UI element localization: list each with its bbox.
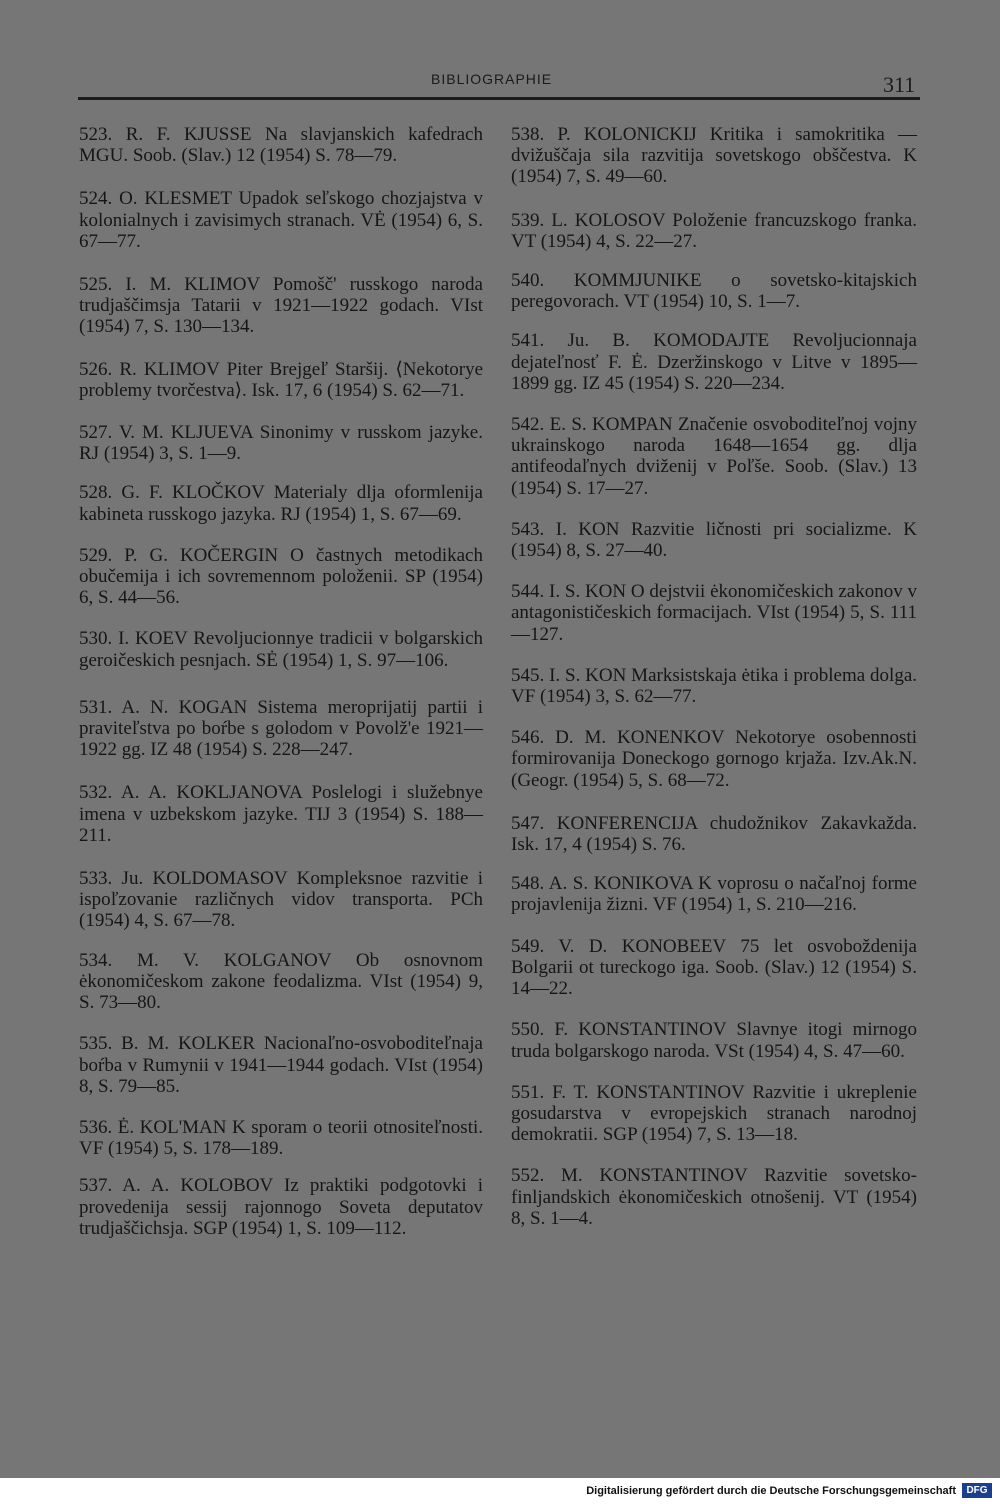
bibliography-entry-550: 550. F. KONSTANTINOV Slavnye itogi mirnogo truda bolgarskogo naroda. VSt (1954) 4, S. 47—60. <box>511 1019 917 1062</box>
bibliography-entry-552: 552. M. KONSTANTINOV Razvitie sovetsko-finljandskich ėkonomičeskich otnošenij. VT (1954) 8, S. 1—4. <box>511 1165 917 1229</box>
left-column <box>79 124 483 1239</box>
bibliography-entry-534: 534. M. V. KOLGANOV Ob osnovnom ėkonomičeskom zakone feodalizma. VIst (1954) 9, S. 73—80. <box>79 949 483 1014</box>
bibliography-entry-544: 544. I. S. KON O dejstvii ėkonomičeskich zakonov v antagonističeskich formacijach. VIst (1954) 5, S. 111—127. <box>511 581 917 645</box>
right-column <box>511 124 917 1229</box>
bibliography-entry-523: 523. R. F. KJUSSE Na slavjanskich kafedrach MGU. Soob. (Slav.) 12 (1954) S. 78—79. <box>79 124 483 167</box>
bibliography-entry-525: 525. I. M. KLIMOV Pomošč' russkogo naroda trudjaščimsja Tatarii v 1921—1922 godach. VIst (1954) 7, S. 130—134. <box>79 274 483 338</box>
bibliography-entry-533: 533. Ju. KOLDOMASOV Kompleksnoe razvitie i ispoľzovanie različnych vidov transporta. PCh (1954) 4, S. 67—78. <box>79 868 483 932</box>
digitization-footer <box>0 1478 1000 1504</box>
running-title: BIBLIOGRAPHIE <box>431 71 553 87</box>
funding-credit: Digitalisierung gefördert durch die Deutsche Forschungsgemeinschaft <box>586 1485 956 1497</box>
bibliography-entry-528: 528. G. F. KLOČKOV Materialy dlja oformlenija kabineta russkogo jazyka. RJ (1954) 1, S. 67—69. <box>79 482 483 525</box>
bibliography-entry-529: 529. P. G. KOČERGIN O častnych metodikach obučemija i ich sovremennom položenii. SP (1954) 6, S. 44—56. <box>79 544 483 609</box>
bibliography-entry-541: 541. Ju. B. KOMODAJTE Revoljucionnaja dejateľnosť F. Ė. Dzeržinskogo v Litve v 1895—1899 gg. IZ 45 (1954) S. 220—234. <box>511 330 917 394</box>
bibliography-entry-531: 531. A. N. KOGAN Sistema meroprijatij partii i praviteľstva po boŕbe s golodom v Povolž'e 1921—1922 gg. IZ 48 (1954) S. 228—247. <box>79 696 483 761</box>
bibliography-entry-551: 551. F. T. KONSTANTINOV Razvitie i ukreplenie gosudarstva v evropejskich stranach narodnoj demokratii. SGP (1954) 7, S. 13—18. <box>511 1081 917 1146</box>
bibliography-entry-532: 532. A. A. KOKLJANOVA Poslelogi i služebnye imena v uzbekskom jazyke. TIJ 3 (1954) S. 188—211. <box>79 782 483 846</box>
bibliography-entry-545: 545. I. S. KON Marksistskaja ėtika i problema dolga. VF (1954) 3, S. 62—77. <box>511 664 917 708</box>
bibliography-entry-527: 527. V. M. KLJUEVA Sinonimy v russkom jazyke. RJ (1954) 3, S. 1—9. <box>79 422 483 465</box>
bibliography-entry-546: 546. D. M. KONENKOV Nekotorye osobennosti formirovanija Doneckogo gornogo krjaža. Izv.Ak.N. (Geogr. (1954) 5, S. 68—72. <box>511 727 917 791</box>
bibliography-entry-530: 530. I. KOEV Revoljucionnye tradicii v bolgarskich geroičeskich pesnjach. SĖ (1954) 1, S. 97—106. <box>79 628 483 671</box>
dfg-logo: DFG <box>962 1483 992 1498</box>
bibliography-entry-549: 549. V. D. KONOBEEV 75 let osvoboždenija Bolgarii ot tureckogo iga. Soob. (Slav.) 12 (1954) S. 14—22. <box>511 935 917 1000</box>
bibliography-entry-543: 543. I. KON Razvitie ličnosti pri socializme. K (1954) 8, S. 27—40. <box>511 518 917 562</box>
bibliography-entry-536: 536. Ė. KOL'MAN K sporam o teorii otnositeľnosti. VF (1954) 5, S. 178—189. <box>79 1116 483 1160</box>
bibliography-entry-537: 537. A. A. KOLOBOV Iz praktiki podgotovki i provedenija sessij rajonnogo Soveta deputatov trudjaščichsja. SGP (1954) 1, S. 109—112. <box>79 1175 483 1239</box>
bibliography-entry-540: 540. KOMMJUNIKE o sovetsko-kitajskich peregovorach. VT (1954) 10, S. 1—7. <box>511 270 917 313</box>
bibliography-entry-547: 547. KONFERENCIJA chudožnikov Zakavkažda. Isk. 17, 4 (1954) S. 76. <box>511 812 917 856</box>
header-rule <box>78 97 920 100</box>
bibliography-entry-548: 548. A. S. KONIKOVA K voprosu o načaľnoj forme projavlenija žizni. VF (1954) 1, S. 210—216. <box>511 873 917 916</box>
bibliography-entry-524: 524. O. KLESMET Upadok seľskogo chozjajstva v kolonialnych i zavisimych stranach. VĖ (1954) 6, S. 67—77. <box>79 188 483 252</box>
bibliography-entry-526: 526. R. KLIMOV Piter Brejgeľ Staršij. ⟨Nekotorye problemy tvorčestva⟩. Isk. 17, 6 (1954) S. 62—71. <box>79 358 483 401</box>
bibliography-entry-538: 538. P. KOLONICKIJ Kritika i samokritika — dvižuščaja sila razvitija sovetskogo obščestva. K (1954) 7, S. 49—60. <box>511 124 917 188</box>
bibliography-entry-535: 535. B. M. KOLKER Nacionaľno-osvoboditeľnaja boŕba v Rumynii v 1941—1944 godach. VIst (1954) 8, S. 79—85. <box>79 1033 483 1097</box>
page-number: 311 <box>883 72 916 97</box>
bibliography-entry-542: 542. E. S. KOMPAN Značenie osvoboditeľnoj vojny ukrainskogo naroda 1648—1654 gg. dlja antifeodaľnych dviženij v Poľše. Soob. (Slav.) 13 (1954) S. 17—27. <box>511 414 917 499</box>
bibliography-entry-539: 539. L. KOLOSOV Položenie francuzskogo franka. VT (1954) 4, S. 22—27. <box>511 209 917 252</box>
